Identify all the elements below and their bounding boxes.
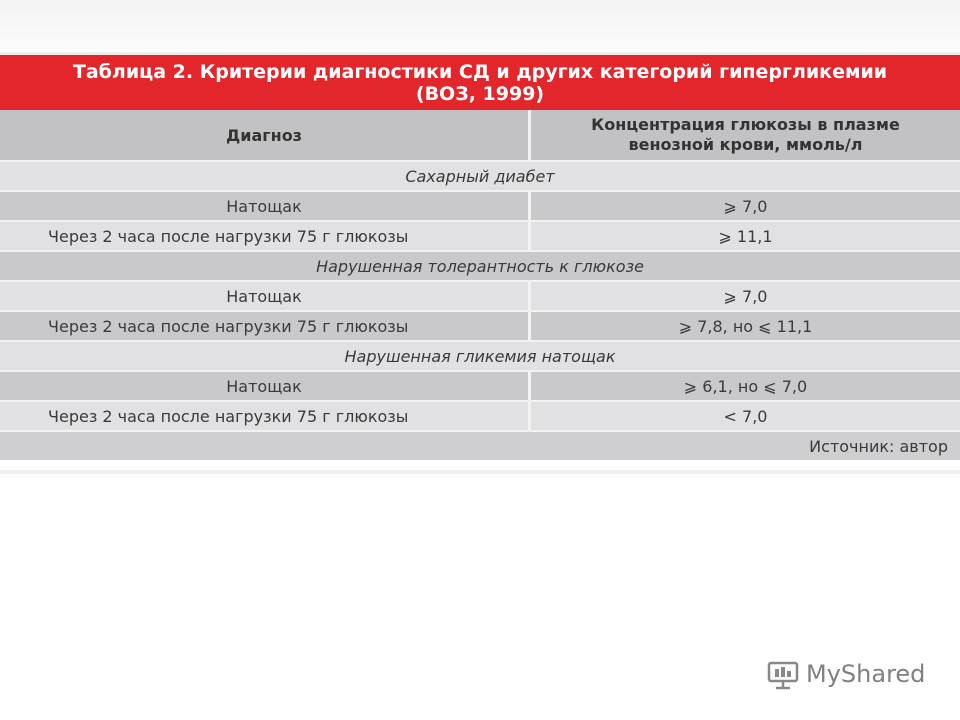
table-title-line1: Таблица 2. Критерии диагностики СД и других категорий гипергликемии [72, 61, 888, 83]
myshared-logo-icon [766, 657, 800, 691]
myshared-watermark[interactable] [766, 656, 946, 692]
table-header-row [0, 110, 960, 160]
diagnosis-cell: Натощак [0, 372, 531, 400]
table-row [0, 400, 960, 430]
table-shadow [0, 470, 960, 474]
section-title: Сахарный диабет [405, 166, 555, 186]
diagnosis-cell: Через 2 часа после нагрузки 75 г глюкозы [0, 312, 531, 340]
value-cell: < 7,0 [723, 406, 768, 426]
value-cell: ⩾ 7,0 [723, 286, 768, 306]
section-row [0, 340, 960, 370]
section-row [0, 250, 960, 280]
header-concentration [531, 110, 960, 160]
header-concentration-line1: Концентрация глюкозы в плазме [591, 115, 900, 134]
criteria-table [0, 52, 960, 460]
table-row [0, 370, 960, 400]
value-cell: ⩾ 6,1, но ⩽ 7,0 [683, 376, 808, 396]
table-row [0, 220, 960, 250]
diagnosis-cell: Натощак [0, 192, 531, 220]
slide-top-band [0, 0, 960, 52]
section-row [0, 160, 960, 190]
table-title-line2: (ВОЗ, 1999) [415, 83, 545, 105]
table-row [0, 310, 960, 340]
table-title [0, 52, 960, 110]
value-cell: ⩾ 11,1 [718, 226, 773, 246]
section-title: Нарушенная толерантность к глюкозе [316, 256, 644, 276]
source-note: Источник: автор [809, 436, 948, 456]
section-title: Нарушенная гликемия натощак [344, 346, 616, 366]
header-concentration-line2: венозной крови, ммоль/л [628, 135, 863, 154]
table-row [0, 280, 960, 310]
source-row [0, 430, 960, 460]
header-diagnosis: Диагноз [0, 110, 531, 160]
value-cell: ⩾ 7,8, но ⩽ 11,1 [678, 316, 813, 336]
diagnosis-cell: Через 2 часа после нагрузки 75 г глюкозы [0, 222, 531, 250]
table-row [0, 190, 960, 220]
diagnosis-cell: Через 2 часа после нагрузки 75 г глюкозы [0, 402, 531, 430]
watermark-text: MyShared [806, 660, 926, 688]
value-cell: ⩾ 7,0 [723, 196, 768, 216]
diagnosis-cell: Натощак [0, 282, 531, 310]
